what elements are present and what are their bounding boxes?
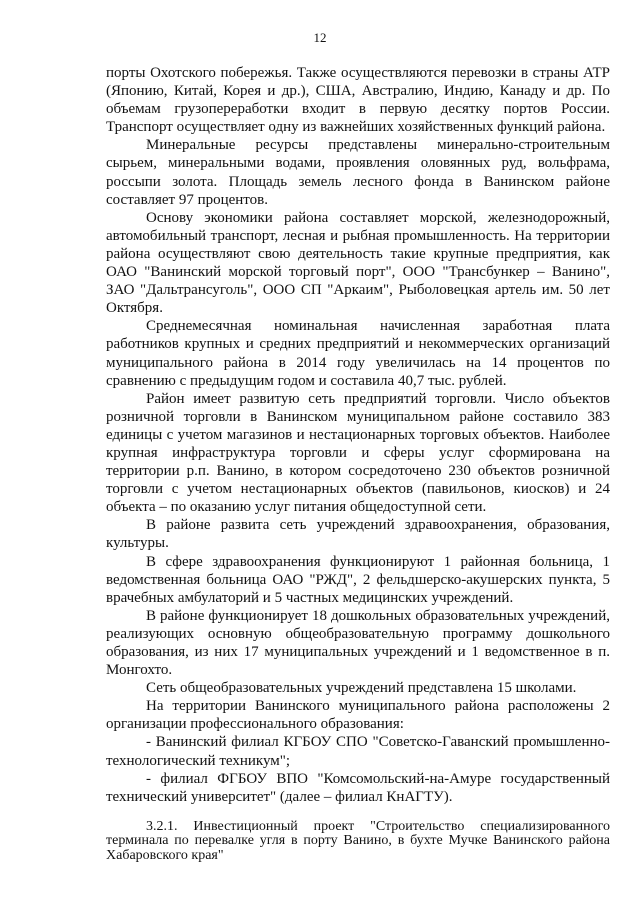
document-body	[106, 64, 610, 863]
page-number: 12	[313, 30, 327, 45]
paragraph-healthcare: В сфере здравоохранения функционируют 1 районная больница, 1 ведомственная больница ОАО "РЖД", 2 фельдшерско-акушерских пункта, 5 врачебных амбулаторий и 5 частных медицинских учреждений.	[106, 553, 610, 606]
paragraph-mineral-resources: Минеральные ресурсы представлены минерально-строительным сырьем, минеральными водами, проявления оловянных руд, вольфрама, россыпи золота. Площадь земель лесного фонда в Ванинском районе составляет 97 процентов.	[106, 137, 610, 208]
paragraph-trade-network: Район имеет развитую сеть предприятий торговли. Число объектов розничной торговли в Ванинском муниципальном районе составило 383 единицы с учетом магазинов и нестационарных торговых объектов. Наиболее крупная инфраструктура торговли и сферы услуг сформирована на территории р.п. Ванино, в котором сосредоточено 230 объектов розничной торговли с учетом нестационарных объектов (павильонов, киосков) и 24 объекта – по оказанию услуг питания общедоступной сети.	[106, 390, 610, 516]
list-item-knagtu-branch: - филиал ФГБОУ ВПО "Комсомольский-на-Амуре государственный технический университет" (далее – филиал КнАГТУ).	[106, 770, 610, 805]
paragraph-average-salary: Среднемесячная номинальная начисленная заработная плата работников крупных и средних предприятий и некоммерческих организаций муниципального района в 2014 году увеличилась на 14 процентов по сравнению с предыдущим годом и составила 40,7 тыс. рублей.	[106, 318, 610, 389]
paragraph-ports-continuation: порты Охотского побережья. Также осуществляются перевозки в страны АТР (Японию, Китай, Корея и др.), США, Австралию, Индию, Канаду и др. По объемам грузопереработки входит в первую десятку портов России. Транспорт осуществляет одну из важнейших хозяйственных функций района.	[106, 65, 610, 136]
section-heading: 3.2.1. Инвестиционный проект "Строительство специализированного терминала по перевалке угля в порту Ванино, в бухте Мучке Ванинского района Хабаровского края"	[106, 818, 610, 863]
paragraph-preschool: В районе функционирует 18 дошкольных образовательных учреждений, реализующих основную общеобразовательную программу дошкольного образования, из них 17 муниципальных учреждений и 1 ведомственное в п. Монгохто.	[106, 607, 610, 679]
paragraph-schools: Сеть общеобразовательных учреждений представлена 15 школами.	[146, 680, 577, 697]
paragraph-professional-education: На территории Ванинского муниципального района расположены 2 организации профессионального образования:	[106, 698, 610, 733]
list-item-vanino-branch: - Ванинский филиал КГБОУ СПО "Советско-Гаванский промышленно-технологический техникум";	[106, 734, 610, 769]
paragraph-institutions: В районе развита сеть учреждений здравоохранения, образования, культуры.	[106, 517, 610, 552]
paragraph-economy-basis: Основу экономики района составляет морской, железнодорожный, автомобильный транспорт, лесная и рыбная промышленность. На территории района осуществляют свою деятельность такие крупные предприятия, как ОАО "Ванинский морской торговый порт", ООО "Трансбункер – Ванино", ЗАО "Дальтрансуголь", ООО СП "Аркаим", Рыболовецкая артель им. 50 лет Октября.	[106, 209, 610, 317]
